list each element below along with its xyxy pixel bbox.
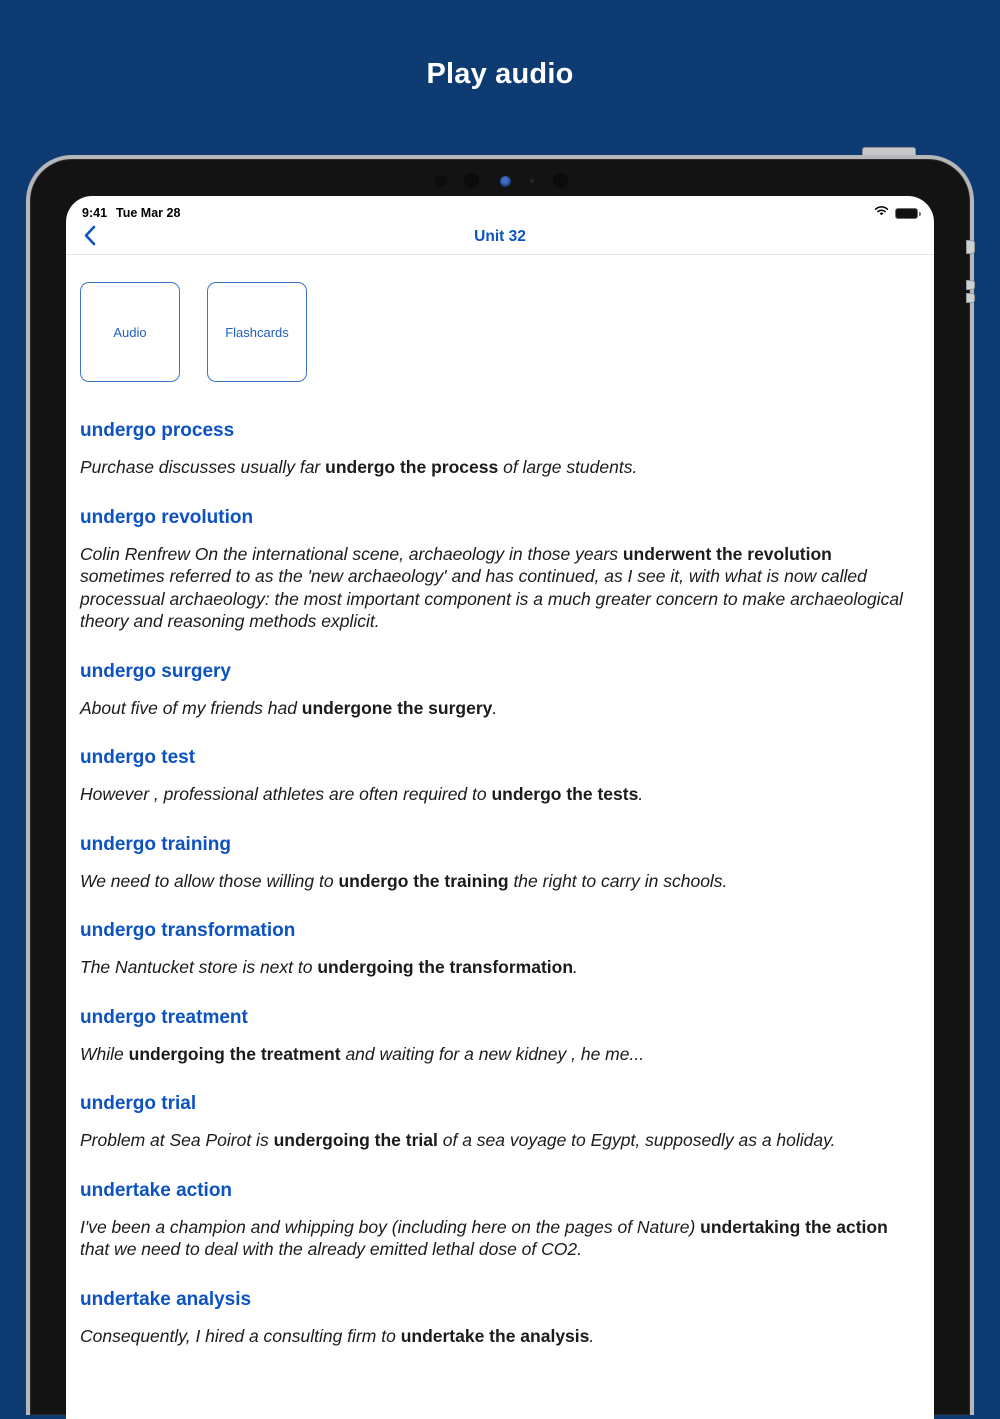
sensor-dot-icon xyxy=(530,179,534,183)
entry-sentence xyxy=(80,697,916,720)
sentence-bold-segment: undergoing the treatment xyxy=(128,1043,341,1064)
entry-term[interactable]: undertake analysis xyxy=(80,1288,252,1310)
sentence-segment: Consequently, I hired a consulting firm to xyxy=(80,1325,401,1346)
sentence-bold-segment: undergone the surgery xyxy=(301,697,493,718)
sentence-segment: of a sea voyage to Egypt, supposedly as a holiday. xyxy=(437,1130,836,1150)
sentence-segment: that we need to deal with the already emitted lethal dose of CO2. xyxy=(80,1239,582,1259)
sentence-bold-segment: undergoing the trial xyxy=(273,1130,438,1150)
entry-term[interactable]: undertake action xyxy=(80,1179,233,1201)
entry xyxy=(80,1180,916,1261)
front-camera-cluster xyxy=(30,173,970,189)
page-title: Play audio xyxy=(426,58,574,90)
status-bar xyxy=(66,196,934,222)
sentence-bold-segment: undergo the process xyxy=(325,457,499,477)
status-time: 9:41 xyxy=(82,206,108,220)
sentence-bold-segment: undergoing the transformation xyxy=(317,957,574,977)
entry-term[interactable]: undergo treatment xyxy=(80,1006,248,1028)
entry-sentence xyxy=(80,1129,916,1152)
entry xyxy=(80,507,916,633)
entry-sentence xyxy=(80,956,916,979)
sentence-segment: We need to allow those willing to xyxy=(80,870,339,891)
entry-sentence xyxy=(80,870,916,893)
sentence-segment: However , professional athletes are often required to xyxy=(80,784,492,804)
audio-button[interactable]: Audio xyxy=(80,282,180,382)
entry-term[interactable]: undergo process xyxy=(80,420,235,441)
sentence-segment: Purchase discusses usually far xyxy=(80,457,326,477)
sentence-segment: . xyxy=(589,1325,595,1346)
sentence-segment: While xyxy=(80,1043,129,1064)
sentence-segment: The Nantucket store is next to xyxy=(80,957,318,977)
sentence-segment: Problem at Sea Poirot is xyxy=(80,1130,274,1150)
entry-sentence xyxy=(80,783,916,806)
actions-row xyxy=(80,282,934,382)
entry xyxy=(80,420,916,479)
entry xyxy=(80,1289,916,1348)
sensor-dot-icon xyxy=(553,173,568,188)
entry xyxy=(80,920,916,979)
sentence-bold-segment: undertake the analysis xyxy=(400,1325,590,1346)
sentence-segment: . xyxy=(492,697,498,718)
sentence-bold-segment: undertaking the action xyxy=(700,1216,888,1237)
sentence-segment: . xyxy=(573,957,578,977)
entry-sentence xyxy=(80,543,916,633)
sentence-bold-segment: underwent the revolution xyxy=(622,543,832,564)
sentence-segment: About five of my friends had xyxy=(80,697,302,718)
entry-term[interactable]: undergo transformation xyxy=(80,920,296,941)
entry-sentence xyxy=(80,456,916,479)
screen xyxy=(66,196,934,1419)
entry-sentence xyxy=(80,1043,916,1066)
sentence-segment: . xyxy=(638,784,644,804)
sentence-segment: of large students. xyxy=(498,457,638,477)
entry xyxy=(80,1093,916,1152)
sentence-segment: Colin Renfrew On the international scene, archaeology in those years xyxy=(80,543,623,564)
entry xyxy=(80,1007,916,1066)
entry xyxy=(80,661,916,720)
nav-title: Unit 32 xyxy=(474,228,526,245)
ipad-frame xyxy=(26,155,974,1415)
sentence-segment: sometimes referred to as the 'new archaeology' and has continued, as I see it, with what is now called processual archaeology: the most important component is a much greater concern to make archaeological theory and reasoning methods explicit. xyxy=(80,566,903,631)
entry-term[interactable]: undergo training xyxy=(80,833,231,855)
front-camera-icon xyxy=(500,176,511,187)
entry-term[interactable]: undergo surgery xyxy=(80,660,231,682)
sensor-dot-icon xyxy=(464,173,479,188)
volume-down-button[interactable] xyxy=(966,280,975,290)
entry-sentence xyxy=(80,1325,916,1348)
wifi-icon xyxy=(873,204,890,222)
side-button[interactable] xyxy=(966,293,975,303)
status-date: Tue Mar 28 xyxy=(116,206,181,220)
sentence-segment: and waiting for a new kidney , he me... xyxy=(340,1043,645,1064)
entry-term[interactable]: undergo test xyxy=(80,747,196,768)
entries-list xyxy=(66,382,934,1395)
volume-up-button[interactable] xyxy=(966,240,975,254)
entry xyxy=(80,747,916,806)
sentence-segment: I've been a champion and whipping boy (including here on the pages of Nature) xyxy=(80,1216,701,1237)
flashcards-button[interactable]: Flashcards xyxy=(207,282,307,382)
sensor-dot-icon xyxy=(435,175,447,187)
entry-term[interactable]: undergo revolution xyxy=(80,506,254,528)
entry xyxy=(80,834,916,893)
sentence-bold-segment: undergo the training xyxy=(338,870,509,891)
sentence-bold-segment: undergo the tests xyxy=(491,784,639,804)
battery-icon xyxy=(895,208,918,219)
nav-bar xyxy=(66,222,934,255)
entry-sentence xyxy=(80,1216,916,1261)
entry-term[interactable]: undergo trial xyxy=(80,1093,197,1114)
sentence-segment: the right to carry in schools. xyxy=(508,870,728,891)
